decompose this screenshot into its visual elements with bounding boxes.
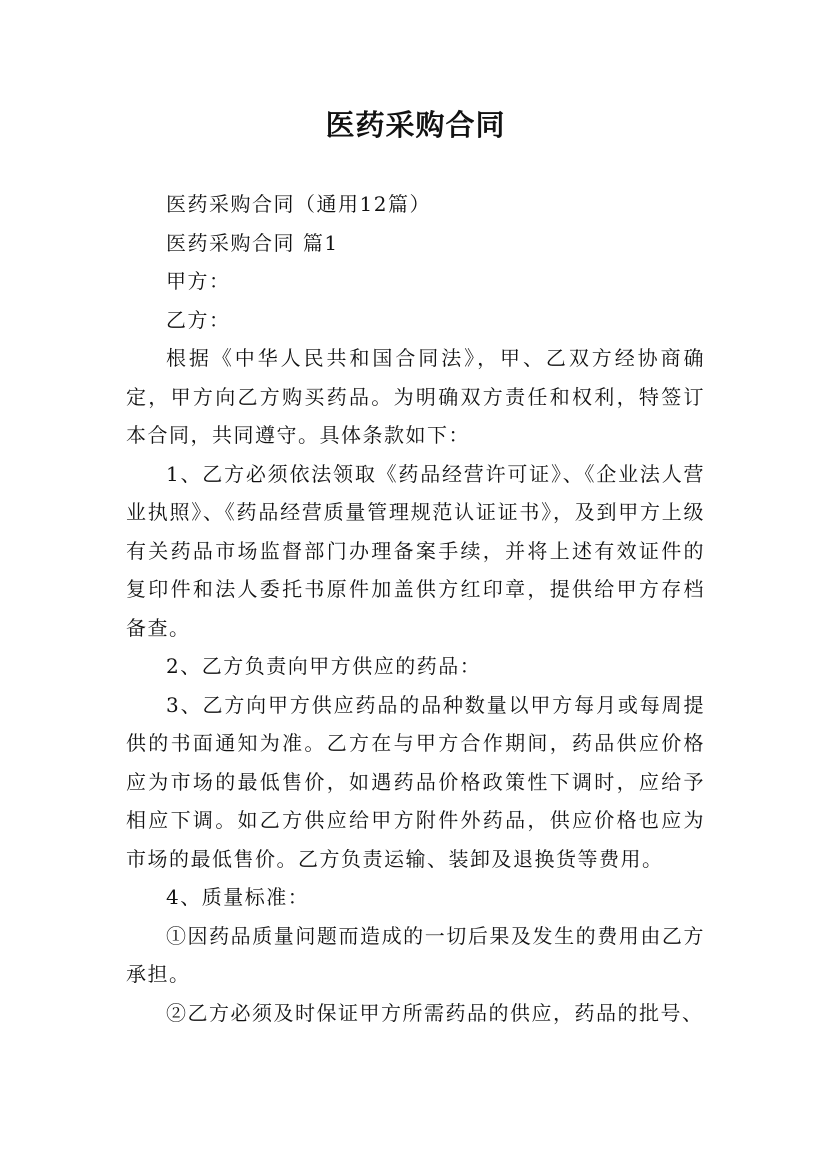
party-a-line: 甲方： (166, 269, 231, 293)
clause-4-item-2: ②乙方必须及时保证甲方所需药品的供应，药品的批号、 (166, 1000, 704, 1025)
document-title: 医药采购合同 (325, 108, 506, 142)
subtitle-paragraph: 医药采购合同（通用12篇） (166, 192, 431, 216)
clause-4-item-1: ①因药品质量问题而造成的一切后果及发生的费用由乙方承担。 (126, 923, 705, 986)
clause-4-heading: 4、质量标准： (166, 885, 310, 909)
clause-3-paragraph: 3、乙方向甲方供应药品的品种数量以甲方每月或每周提供的书面通知为准。乙方在与甲方合作期间，药品供应价格应为市场的最低售价，如遇药品价格政策性下调时，应给予相应下调。如乙方供应给甲方附件外药品，供应价格也应为市场的最低售价。乙方负责运输、装卸及退换货等费用。 (126, 692, 705, 871)
party-b-line: 乙方： (166, 307, 231, 332)
clause-2-paragraph: 2、乙方负责向甲方供应的药品： (166, 654, 482, 678)
chapter-heading: 医药采购合同 篇1 (166, 230, 339, 255)
clause-1-paragraph: 1、乙方必须依法领取《药品经营许可证》、《企业法人营业执照》、《药品经营质量管理规范认证证书》，及到甲方上级有关药品市场监督部门办理备案手续，并将上述有效证件的复印件和法人委托书原件加盖供方红印章，提供给甲方存档备查。 (126, 461, 705, 640)
document-body (126, 185, 705, 1032)
preamble-paragraph: 根据《中华人民共和国合同法》，甲、乙双方经协商确定，甲方向乙方购买药品。为明确双方责任和权利，特签订本合同，共同遵守。具体条款如下： (126, 346, 705, 447)
